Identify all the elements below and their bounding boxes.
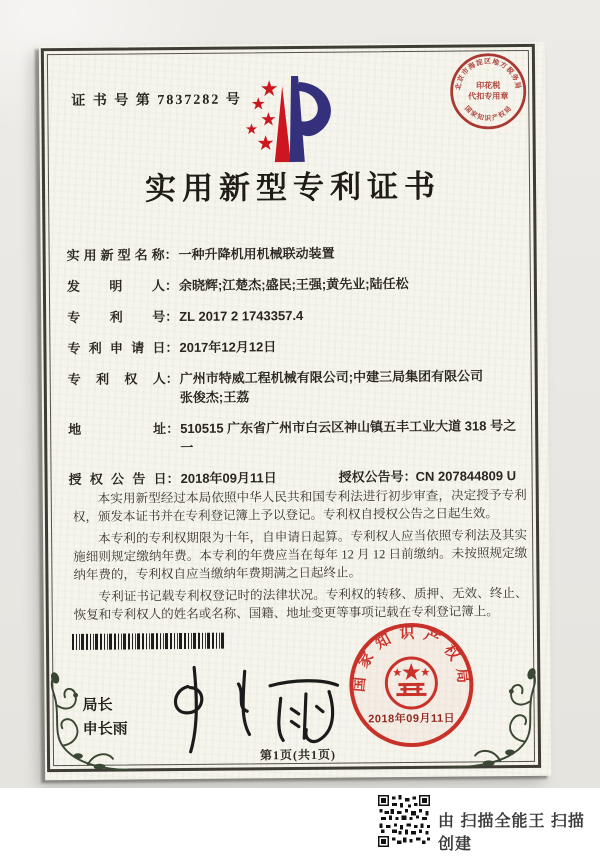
field-row-name [67,242,527,265]
seal-date: 2018年09月11日 [368,712,456,726]
certificate-page [39,42,551,780]
legal-paragraph-3: 专利证书记载专利权登记时的法律状况。专利权的转移、质押、无效、终止、恢复和专利权人的姓名或名称、国籍、地址变更等事项记载在专利登记簿上。 [73,585,528,622]
scanner-note: 由 扫描全能王 扫描创建 [438,813,585,853]
tax-stamp-seal [445,48,532,135]
field-colon: ： [165,309,179,325]
field-colon: ： [403,468,417,485]
field-value-patent-no: ZL 2017 2 1743357.4 [179,307,304,325]
field-label-patent-no: 专利号 [67,309,166,325]
field-value-name: 一种升降机用机械联动装置 [178,245,335,263]
field-colon: ： [164,247,178,263]
signer-name: 申长雨 [82,720,128,738]
address-line2: 一 [180,439,194,456]
grant-no-group [338,466,516,487]
field-row-inventors [67,273,527,296]
signer-title: 局长 [82,696,113,714]
field-value-address [180,416,516,457]
certificate-number: 证 书 号 第 7837282 号 [71,92,242,109]
grant-date-label: 授权公告日 [68,471,167,487]
field-value-filing-date: 2017年12月12日 [179,339,277,356]
field-row-filing-date [67,335,527,358]
certificate-title: 实用新型专利证书 [144,168,442,207]
field-colon: ： [166,471,180,487]
barcode [72,633,224,650]
legal-text [73,486,528,628]
commissioner-signature [156,653,357,755]
field-row-patentee [68,366,528,408]
corner-ornament-icon [48,661,141,774]
field-row-patent-no [67,304,527,327]
patentee-line1: 广州市特威工程机械有限公司;中建三局集团有限公司 [179,368,484,387]
field-colon: ： [165,340,179,356]
page-footer: 第1页(共1页) [259,747,337,763]
field-label-filing-date: 专利申请日 [67,340,166,356]
field-label-inventors: 发明人 [66,278,165,294]
svg-text:国家知识产权局 [463,103,514,122]
field-value-patentee [180,366,484,407]
grant-date-value: 2018年09月11日 [180,470,277,487]
field-label-address: 地址 [68,421,167,437]
address-line1: 510515 广东省广州市白云区神山镇五丰工业大道 318 号之 [180,418,517,437]
field-list [67,242,529,501]
tax-stamp-bottom-text: 国家知识产权局 [462,104,514,123]
field-value-inventors: 余晓辉;江楚杰;盛民;王强;黄先业;陆任松 [178,276,409,294]
field-colon: ： [165,371,179,387]
field-colon: ： [164,278,178,294]
field-label-name: 实用新型名称 [66,247,165,263]
patentee-line2: 张俊杰;王荔 [179,389,250,406]
corner-ornament-icon [446,658,539,771]
grant-no-label: 授权公告号 [338,469,404,485]
field-row-address [68,416,528,458]
field-label-patentee: 专利权人 [67,371,166,387]
legal-paragraph-1: 本实用新型经过本局依照中华人民共和国专利法进行初步审查，决定授予专利权，颁发本证书并在专利登记簿上予以登记。专利权自授权公告之日起生效。 [72,487,527,524]
cnipa-logo-icon [238,72,347,165]
seal-ring-text: 国家知识产权局 [350,624,473,693]
tax-stamp-top-text: 北京市海淀区地方税务局 [455,58,522,91]
tax-stamp-center-line1: 印花税 [476,80,501,91]
field-colon: ： [166,421,180,437]
grant-row [69,466,529,489]
tax-stamp-center-line2: 代扣专用章 [468,91,509,102]
qr-code-icon [378,795,430,847]
legal-paragraph-2: 本专利的专利权期限为十年，自申请日起算。专利权人应当依照专利法及其实施细则规定缴纳年费。本专利的年费应当在每年 12 月 12 日前缴纳。未按照规定缴纳年费的，专利权自应当缴纳年费期满之日起终止。 [73,527,528,582]
grant-no-value: CN 207844809 U [415,468,517,484]
